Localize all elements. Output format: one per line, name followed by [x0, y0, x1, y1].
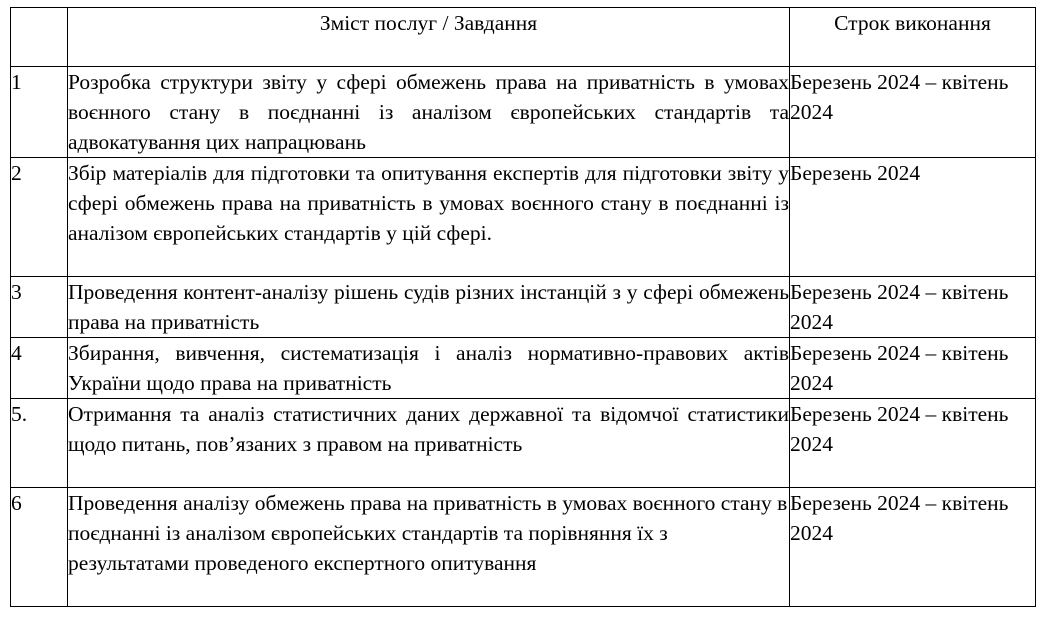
row-number: 2 — [11, 158, 68, 277]
row-number: 6 — [11, 488, 68, 607]
table-header — [11, 8, 1036, 67]
table-row — [11, 338, 1036, 399]
row-number: 3 — [11, 277, 68, 338]
row-number: 1 — [11, 67, 68, 158]
row-term: Березень 2024 – квітень 2024 — [790, 399, 1036, 488]
row-content: Збір матеріалів для підготовки та опитування експертів для підготовки звіту у сфері обмежень права на приватність в умовах воєнного стану в поєднанні із аналізом європейських стандартів у цій сфері. — [68, 158, 790, 277]
header-row — [11, 8, 1036, 67]
table-row — [11, 488, 1036, 607]
row-number: 5. — [11, 399, 68, 488]
row-term: Березень 2024 – квітень 2024 — [790, 488, 1036, 607]
header-term: Строк виконання — [790, 8, 1036, 67]
table-row — [11, 399, 1036, 488]
table-row — [11, 158, 1036, 277]
row-content: Отримання та аналіз статистичних даних державної та відомчої статистики щодо питань, пов’язаних з правом на приватність — [68, 399, 790, 488]
table-row — [11, 67, 1036, 158]
row-term: Березень 2024 – квітень 2024 — [790, 67, 1036, 158]
row-number: 4 — [11, 338, 68, 399]
services-table — [10, 7, 1036, 607]
row-content: Проведення аналізу обмежень права на приватність в умовах воєнного стану в поєднанні із аналізом європейських стандартів та порівняння їх з результатами проведеного експертного опитування — [68, 488, 790, 607]
row-content: Проведення контент-аналізу рішень судів різних інстанцій з у сфері обмежень права на приватність — [68, 277, 790, 338]
table-row — [11, 277, 1036, 338]
table-body — [11, 67, 1036, 607]
row-term: Березень 2024 — [790, 158, 1036, 277]
row-term: Березень 2024 – квітень 2024 — [790, 338, 1036, 399]
header-content: Зміст послуг / Завдання — [68, 8, 790, 67]
header-number — [11, 8, 68, 67]
row-content: Збирання, вивчення, систематизація і аналіз нормативно-правових актів України щодо права на приватність — [68, 338, 790, 399]
row-term: Березень 2024 – квітень 2024 — [790, 277, 1036, 338]
row-content: Розробка структури звіту у сфері обмежень права на приватність в умовах воєнного стану в поєднанні із аналізом європейських стандартів та адвокатування цих напрацювань — [68, 67, 790, 158]
